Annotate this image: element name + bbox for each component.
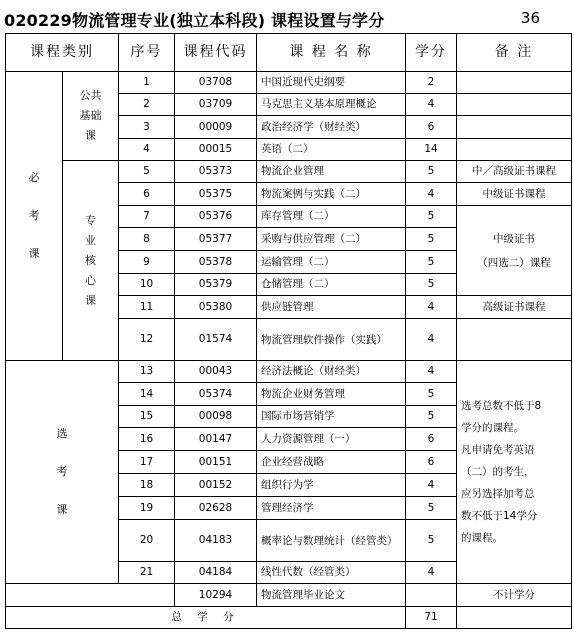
course-table bbox=[5, 33, 572, 629]
header-code: 课程代码 bbox=[175, 34, 257, 72]
thesis-row bbox=[6, 584, 572, 607]
table-row: 19 02628 管理经济学 5 bbox=[6, 497, 572, 520]
table-row: 18 00152 组织行为学 4 bbox=[6, 474, 572, 497]
header-category: 课程类别 bbox=[6, 34, 119, 72]
table-row: 15 00098 国际市场营销学 5 bbox=[6, 406, 572, 428]
table-row: 7 05376 库存管理（二） 5 中级证书 （四选二）课程 bbox=[6, 206, 572, 228]
table-row: 10 05379 仓储管理（二） 5 bbox=[6, 274, 572, 296]
table-row: 9 05378 运输管理（二） 5 bbox=[6, 251, 572, 274]
note-row5: 中／高级证书课程 bbox=[457, 161, 572, 183]
table-row: 2 03709 马克思主义基本原理概论 4 bbox=[6, 94, 572, 116]
group-public-basic-label: 公共 基础 课 bbox=[63, 72, 119, 161]
table-row: 12 01574 物流管理软件操作（实践） 4 bbox=[6, 319, 572, 361]
table-row: 选 考 课 13 00043 经济法概论（财经类） 4 选考总数不低于8 学分的课程。 凡申请免考英语 （二）的考生， 应另选择加考总 数不低于14学分 的课程。 bbox=[6, 361, 572, 383]
table-row: 21 04184 线性代数（经管类） 4 bbox=[6, 562, 572, 584]
table-row: 16 00147 人力资源管理（一） 6 bbox=[6, 428, 572, 451]
table-row: 11 05380 供应链管理 4 高级证书课程 bbox=[6, 296, 572, 319]
note-row11: 高级证书课程 bbox=[457, 296, 572, 319]
table-row: 4 00015 英语（二） 14 bbox=[6, 139, 572, 161]
table-row: 17 00151 企业经营战略 6 bbox=[6, 451, 572, 474]
page-title: 020229物流管理专业(独立本科段) 课程设置与学分 bbox=[4, 11, 385, 30]
note-rows7-10: 中级证书 （四选二）课程 bbox=[457, 206, 572, 296]
total-label: 总 学 分 bbox=[6, 607, 406, 629]
page-number: 36 bbox=[520, 9, 540, 27]
thesis-note: 不计学分 bbox=[457, 584, 572, 607]
table-row: 8 05377 采购与供应管理（二） 5 bbox=[6, 228, 572, 251]
note-elective: 选考总数不低于8 学分的课程。 凡申请免考英语 （二）的考生， 应另选择加考总 数不低于14学分 的课程。 bbox=[457, 361, 572, 584]
page-header bbox=[4, 8, 570, 32]
header-credit: 学分 bbox=[406, 34, 457, 72]
thesis-name: 物流管理毕业论文 bbox=[257, 584, 406, 607]
table-row: 20 04183 概率论与数理统计（经管类） 5 bbox=[6, 520, 572, 562]
table-header-row bbox=[6, 34, 572, 72]
table-row: 专 业 核 心 课 5 05373 物流企业管理 5 中／高级证书课程 bbox=[6, 161, 572, 183]
total-row bbox=[6, 607, 572, 629]
header-seq: 序号 bbox=[119, 34, 175, 72]
table-row: 3 00009 政治经济学（财经类） 6 bbox=[6, 116, 572, 139]
thesis-code: 10294 bbox=[175, 584, 257, 607]
group-required-label: 必 考 课 bbox=[6, 72, 63, 361]
table-row: 必 考 课 公共 基础 课 1 03708 中国近现代史纲要 2 bbox=[6, 72, 572, 94]
group-elective-label: 选 考 课 bbox=[6, 361, 119, 584]
group-core-label: 专 业 核 心 课 bbox=[63, 161, 119, 361]
header-name: 课 程 名 称 bbox=[257, 34, 406, 72]
note-row6: 中级证书课程 bbox=[457, 183, 572, 206]
table-row: 14 05374 物流企业财务管理 5 bbox=[6, 383, 572, 406]
header-note: 备 注 bbox=[457, 34, 572, 72]
table-row: 6 05375 物流案例与实践（二） 4 中级证书课程 bbox=[6, 183, 572, 206]
total-value: 71 bbox=[406, 607, 457, 629]
